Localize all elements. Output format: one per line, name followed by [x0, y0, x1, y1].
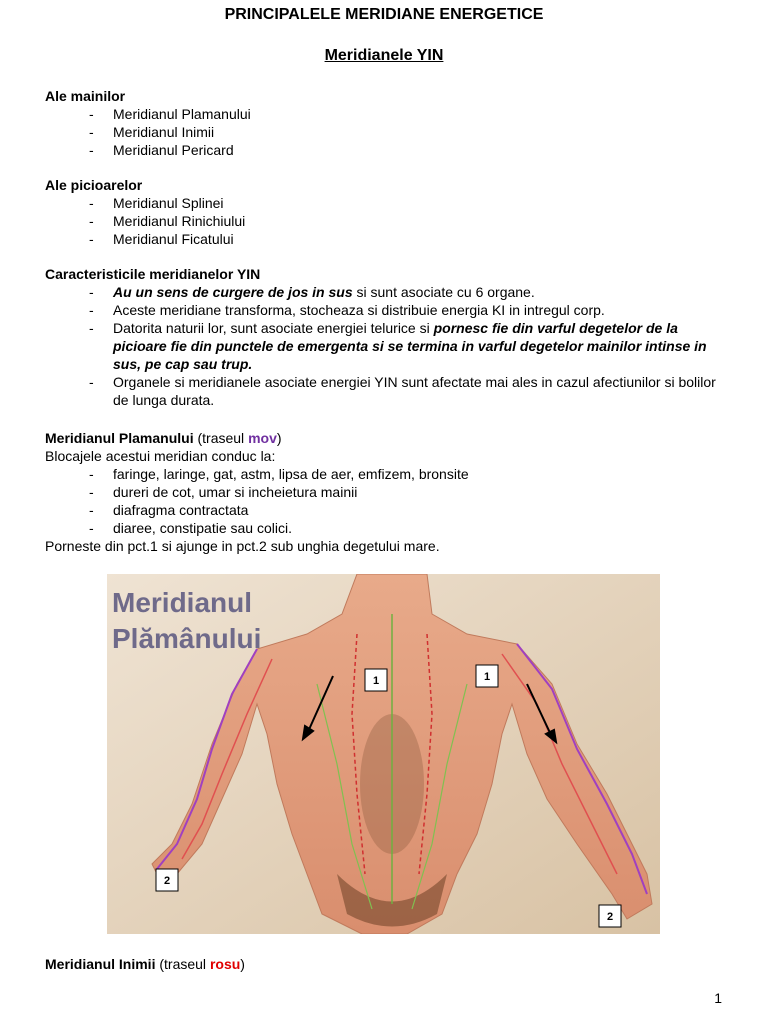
trace-color-word: mov	[248, 430, 277, 446]
document-title: PRINCIPALELE MERIDIANE ENERGETICE	[224, 6, 544, 23]
figure-title-line2: Plămânului	[112, 623, 262, 654]
list-item: - Meridianul Plamanului	[45, 105, 735, 123]
list-item	[45, 283, 735, 301]
emphasis-text: pornesc fie din varful degetelor de la picioare fie din punctele de emergenta si se termina in varful degetelor mainilor intinse in sus, pe cap sau trup.	[113, 320, 707, 372]
feet-list	[45, 194, 735, 248]
hands-section	[45, 87, 735, 159]
list-item: - Meridianul Pericard	[45, 141, 735, 159]
characteristics-section	[45, 265, 735, 409]
lung-list	[45, 465, 735, 537]
list-item: - Meridianul Ficatului	[45, 230, 735, 248]
heart-heading-line	[45, 955, 735, 973]
item-text: si sunt asociate cu 6 organe.	[352, 284, 535, 300]
list-item: - dureri de cot, umar si incheietura mainii	[45, 483, 735, 501]
list-item: - Aceste meridiane transforma, stocheaza si distribuie energia KI in intregul corp.	[45, 301, 735, 319]
lung-heading-line	[45, 429, 735, 447]
list-item: - Meridianul Rinichiului	[45, 212, 735, 230]
item-text: Datorita naturii lor, sunt asociate energiei telurice si	[113, 320, 434, 336]
feet-section	[45, 176, 735, 248]
point-label-2-left	[156, 869, 178, 891]
trace-close: )	[240, 956, 245, 972]
section-subtitle: Meridianele YIN	[324, 47, 444, 64]
characteristics-list	[45, 283, 735, 409]
point-label-text: 2	[606, 911, 614, 923]
lung-meridian-illustration	[107, 574, 660, 934]
feet-heading: Ale picioarelor	[45, 177, 143, 193]
emphasis-text: Au un sens de curgere de jos in sus	[113, 284, 353, 300]
trace-open: (traseul	[193, 430, 249, 446]
point-label-text: 2	[163, 875, 171, 887]
point-label-2-right	[599, 905, 621, 927]
list-item: - Meridianul Inimii	[45, 123, 735, 141]
trace-color-word: rosu	[209, 956, 241, 972]
point-label-text: 1	[483, 671, 491, 683]
trace-open: (traseul	[155, 956, 210, 972]
list-item	[45, 319, 735, 373]
list-item: - faringe, laringe, gat, astm, lipsa de aer, emfizem, bronsite	[45, 465, 735, 483]
point-label-1-left	[365, 669, 387, 691]
point-label-1-right	[476, 665, 498, 687]
hands-heading: Ale mainilor	[45, 88, 126, 104]
trace-close: )	[276, 430, 282, 446]
figure-title-line1: Meridianul	[112, 587, 253, 618]
hands-list	[45, 105, 735, 159]
page-number: 1	[714, 990, 722, 1006]
heart-heading: Meridianul Inimii	[45, 956, 156, 972]
lung-section	[45, 429, 735, 555]
blockages-intro: Blocajele acestui meridian conduc la:	[45, 448, 276, 464]
heart-section	[45, 955, 735, 973]
characteristics-heading: Caracteristicile meridianelor YIN	[45, 266, 261, 282]
list-item: - diaree, constipatie sau colici.	[45, 519, 735, 537]
lung-heading: Meridianul Plamanului	[45, 430, 194, 446]
point-label-text: 1	[372, 675, 380, 687]
path-text: Porneste din pct.1 si ajunge in pct.2 sub unghia degetului mare.	[45, 538, 440, 554]
list-item: - diafragma contractata	[45, 501, 735, 519]
list-item: - Meridianul Splinei	[45, 194, 735, 212]
list-item: - Organele si meridianele asociate energiei YIN sunt afectate mai ales in cazul afectiunilor si bolilor de lunga durata.	[45, 373, 735, 409]
